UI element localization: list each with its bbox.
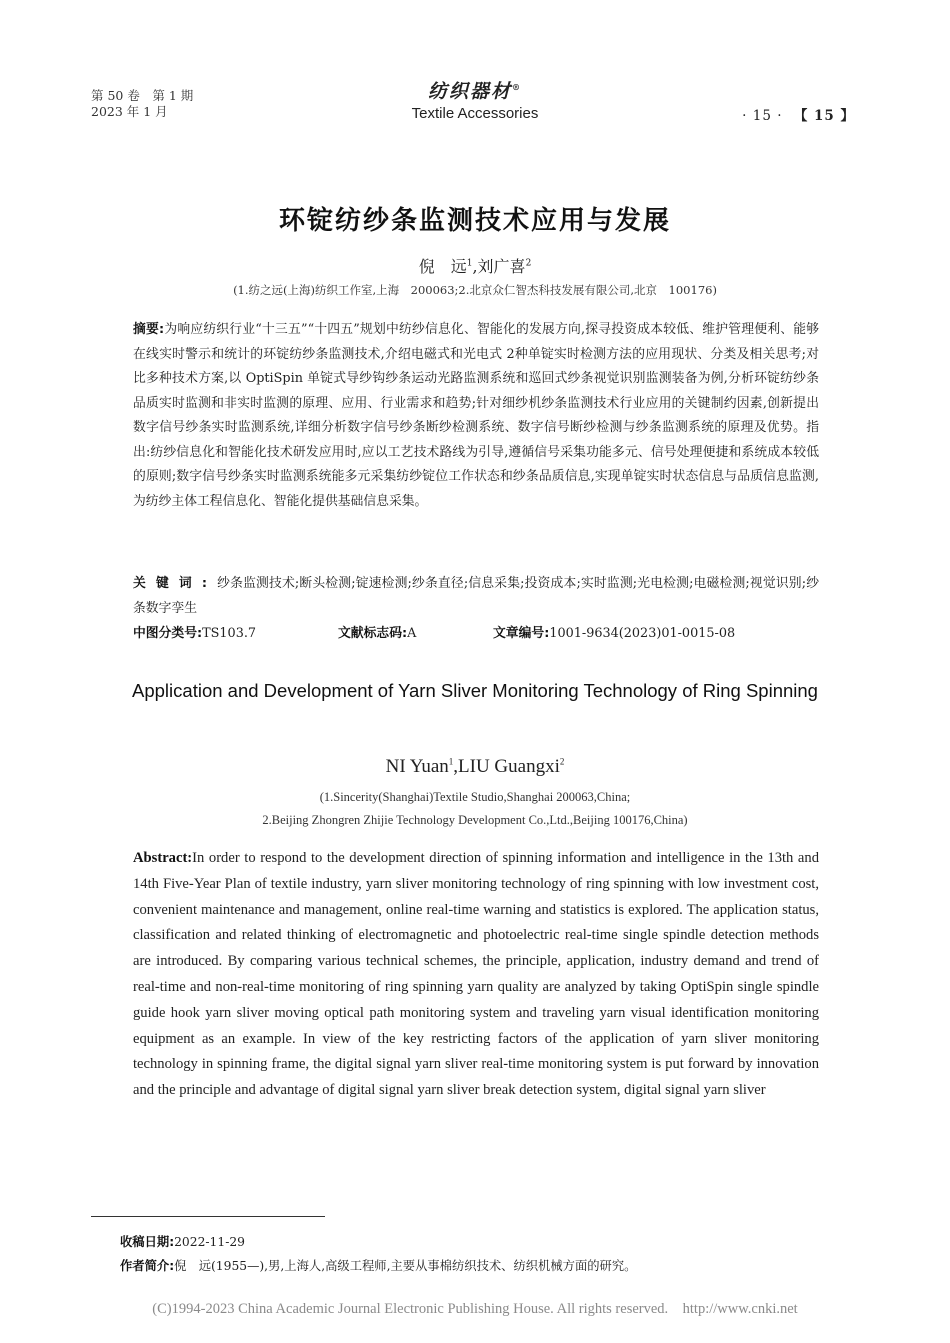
authors-en — [0, 756, 950, 778]
doc-code-value: A — [407, 626, 417, 641]
keywords-cn — [133, 572, 819, 621]
author-name-en: NI Yuan — [385, 756, 449, 777]
affiliation-en-line: 2.Beijing Zhongren Zhijie Technology Development Co.,Ltd.,Beijing 100176,China) — [262, 813, 688, 827]
journal-logo-text: 纺织器材 — [427, 80, 512, 103]
received-value: 2022-11-29 — [174, 1235, 246, 1249]
issue-date: 2023 年 1 月 — [91, 104, 168, 119]
abstract-en — [133, 846, 819, 1104]
abstract-cn-label: 摘要: — [133, 322, 165, 337]
registered-mark-icon: ® — [512, 82, 522, 92]
abstract-en-text: In order to respond to the development direction of spinning information and intelligence in the 13th and 14th Five-Year Plan of textile industry, yarn sliver monitoring technology of ring spinning with low investment cost, convenient maintenance and management, online real-time warning and statistics is explored. The application status, classification and related thinking of electromagnetic and photoelectric real-time single spindle detection methods are introduced. By comparing various technical schemes, the principle, application, industry demand and trend of real-time and non-real-time monitoring of ring spinning yarn quality are analyzed by taking OptiSpin single spindle guide hook yarn sliver moving optical path monitoring system and traveling yarn visual identification monitoring equipment as an example. In view of the key restricting factors of the application of yarn sliver monitoring technology in spinning frame, the digital signal yarn sliver real-time monitoring system is put forward by innovation and the principle and advantage of digital signal yarn sliver break detection system, digital signal yarn sliver — [133, 850, 819, 1099]
author-affil-mark: 2 — [559, 756, 565, 767]
page-number-small: · 15 · — [742, 108, 783, 124]
author-bio-value: 倪 远(1955—),男,上海人,高级工程师,主要从事棉纺织技术、纺织机械方面的研究。 — [174, 1259, 637, 1273]
keywords-label: 关键词: — [133, 576, 217, 591]
journal-name-en: Textile Accessories — [411, 105, 539, 123]
page-number — [742, 104, 855, 124]
author-name-en: LIU Guangxi — [458, 756, 560, 777]
clc-value: TS103.7 — [202, 626, 257, 641]
keywords-text: 纱条监测技术;断头检测;锭速检测;纱条直径;信息采集;投资成本;实时监测;光电检测;电磁检测;视觉识别;纱条数字孪生 — [133, 576, 819, 616]
abstract-en-label: Abstract: — [133, 850, 193, 866]
received-date — [120, 1232, 245, 1250]
abstract-cn-text: 为响应纺织行业“十三五”“十四五”规划中纺纱信息化、智能化的发展方向,探寻投资成本较低、维护管理便利、能够在线实时警示和统计的环锭纺纱条监测技术,介绍电磁式和光电式 2种单锭实时检测方法的应用现状、分类及相关思考;对比多种技术方案,以 OptiSpin 单锭式导纱钩纱条运动光路监测系统和巡回式纱条视觉识别监测装备为例,分析环锭纺纱条品质实时监测和非实时监测的原理、应用、行业需求和趋势;针对细纱机纱条监测技术行业应用的关键制约因素,创新提出数字信号纱条实时监测系统,详细分析数字信号纱条断纱检测系统、数字信号断纱检测与纱条监测系统的原理及优势。指出:纺纱信息化和智能化技术研发应用时,应以工艺技术路线为引导,遵循信号采集功能多元、信号处理便捷和系统成本较低的原则;数字信号纱条实时监测系统能多元采集纺纱锭位工作状态和纱条品质信息,实现单锭实时状态信息与品质信息监测,为纺纱主体工程信息化、智能化提供基础信息采集。 — [133, 322, 819, 509]
author-affil-mark: 1 — [466, 258, 473, 269]
abstract-cn — [133, 318, 819, 514]
author-separator: , — [472, 257, 478, 276]
affiliation-cn: (1.纺之远(上海)纺织工作室,上海 200063;2.北京众仁智杰科技发展有限公司,北京 100176) — [233, 283, 717, 297]
page-number-bracket: 【 15 】 — [793, 108, 855, 124]
classification-line — [133, 624, 819, 644]
author-name: 刘广喜 — [477, 257, 526, 276]
copyright-notice: (C)1994-2023 China Academic Journal Electronic Publishing House. All rights reserved. http://www.cnki.net — [152, 1301, 798, 1317]
paper-title-cn: 环锭纺纱条监测技术应用与发展 — [278, 206, 671, 236]
article-number-value: 1001-9634(2023)01-0015-08 — [549, 626, 736, 641]
journal-logo — [0, 76, 950, 102]
affiliation-en — [0, 786, 950, 832]
author-bio-label: 作者简介: — [120, 1259, 175, 1273]
authors-cn — [0, 254, 950, 277]
doc-code-label: 文献标志码: — [338, 626, 408, 641]
author-separator: , — [453, 756, 459, 777]
footnote-divider — [91, 1216, 325, 1217]
author-name: 倪 远 — [418, 257, 467, 276]
clc-label: 中图分类号: — [133, 626, 203, 641]
volume-issue: 第 50 卷 第 1 期 — [91, 88, 194, 103]
author-affil-mark: 1 — [448, 756, 454, 767]
author-bio — [120, 1256, 636, 1274]
author-affil-mark: 2 — [525, 258, 532, 269]
received-label: 收稿日期: — [120, 1235, 175, 1249]
article-number-label: 文章编号: — [493, 626, 550, 641]
affiliation-en-line: (1.Sincerity(Shanghai)Textile Studio,Shanghai 200063,China; — [319, 790, 631, 804]
paper-title-en: Application and Development of Yarn Sliver Monitoring Technology of Ring Spinning — [132, 680, 818, 701]
